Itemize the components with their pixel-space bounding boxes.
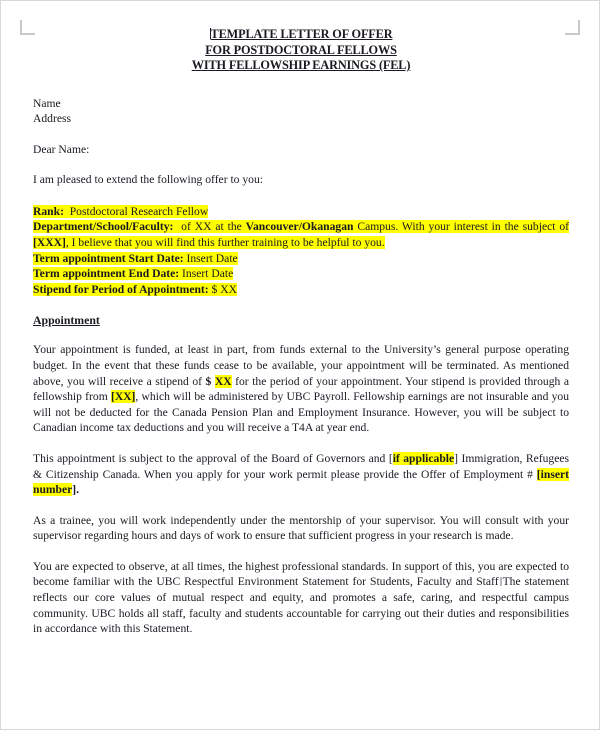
department-text-2: Campus. With your interest in the subject of [353, 220, 569, 234]
paragraph-funding [33, 342, 569, 436]
recipient-address: Address [33, 112, 71, 126]
paragraph-approval-part-1: This appointment is subject to the approval of the Board of Governors and [ [33, 451, 393, 465]
end-date-label: Term appointment End Date: [33, 267, 180, 281]
paragraph-funding-part-1: Your appointment is funded, at least in part, from funds external to the University’s general purpose operating budget. In the event that these funds cease to be available, your appointment will be terminated. As mentioned above, you will receive a stipend of [33, 343, 569, 388]
rank-label: Rank: [33, 204, 64, 218]
stipend-amount-placeholder: XX [214, 374, 232, 388]
start-date-label: Term appointment Start Date: [33, 251, 184, 265]
start-date-value: Insert Date [186, 251, 238, 265]
department-label: Department/School/Faculty: [33, 220, 174, 234]
paragraph-standards-part-1: You are expected to observe, at all times, the highest professional standards. In support of this, you are expected to become familiar with the UBC Respectful Environment Statement for Students, Faculty and Staff [33, 559, 569, 589]
paragraph-approval [33, 451, 569, 498]
recipient-name: Name [33, 96, 61, 110]
offer-details-block [33, 204, 569, 298]
recipient-block [33, 96, 569, 127]
paragraph-standards [33, 559, 569, 637]
department-text-1: of XX at the [177, 220, 246, 234]
document-title-line-2: FOR POSTDOCTORAL FELLOWS [205, 42, 397, 57]
stipend-label: Stipend for Period of Appointment: [33, 282, 209, 296]
section-heading-appointment [33, 313, 569, 328]
document-body [33, 1, 569, 637]
paragraph-trainee: As a trainee, you will work independently under the mentorship of your supervisor. You will consult with your supervisor regarding hours and days of work to ensure that sufficient progress in your research is made. [33, 513, 569, 543]
document-title-line-3: WITH FELLOWSHIP EARNINGS (FEL) [191, 58, 411, 73]
paragraph-approval-part-3: ]. [72, 483, 80, 497]
start-date-line [33, 251, 569, 267]
stipend-dollar-sign: $ [205, 374, 212, 388]
department-line [33, 219, 569, 250]
paragraph-standards-part-2: The statement reflects our core values of mutual respect and equity, and promotes a safe, caring, and respectful campus community. UBC holds all staff, faculty and students accountable for carrying out their duties and responsibilities in accordance with this Statement. [33, 575, 569, 636]
document-title-line-1: TEMPLATE LETTER OF OFFER [210, 27, 393, 41]
offer-number-placeholder: [insert number [33, 467, 569, 497]
end-date-value: Insert Date [182, 267, 234, 281]
department-placeholder: [XXX] [33, 235, 66, 249]
department-text-3: , I believe that you will find this further training to be helpful to you. [65, 235, 385, 249]
document-title [33, 27, 569, 74]
fellowship-source-placeholder: [XX] [110, 390, 136, 404]
rank-value: Postdoctoral Research Fellow [69, 204, 209, 218]
footnote-mark [500, 577, 502, 586]
paragraph-funding-part-2: for the period of your appointment. Your stipend is provided through a fellowship from [33, 374, 569, 404]
conditional-placeholder: if applicable [392, 451, 455, 465]
section-heading-appointment-label: Appointment [33, 313, 100, 328]
salutation: Dear Name: [33, 142, 90, 156]
stipend-line [33, 282, 569, 298]
department-campus: Vancouver/Okanagan [245, 220, 354, 234]
paragraph-funding-part-3: , which will be administered by UBC Payroll. Fellowship earnings are not insurable and you will not be deducted for the Canada Pension Plan and Employment Insurance. However, you will be subject to Canadian income tax deductions and you will receive a T4A at year end. [33, 390, 569, 435]
end-date-line [33, 266, 569, 282]
lead-in-sentence: I am pleased to extend the following offer to you: [33, 173, 263, 187]
rank-line [33, 204, 569, 220]
paragraph-approval-part-2: ] Immigration, Refugees & Citizenship Canada. When you apply for your work permit please provide the Offer of Employment # [33, 451, 570, 481]
stipend-value: $ XX [211, 282, 237, 296]
